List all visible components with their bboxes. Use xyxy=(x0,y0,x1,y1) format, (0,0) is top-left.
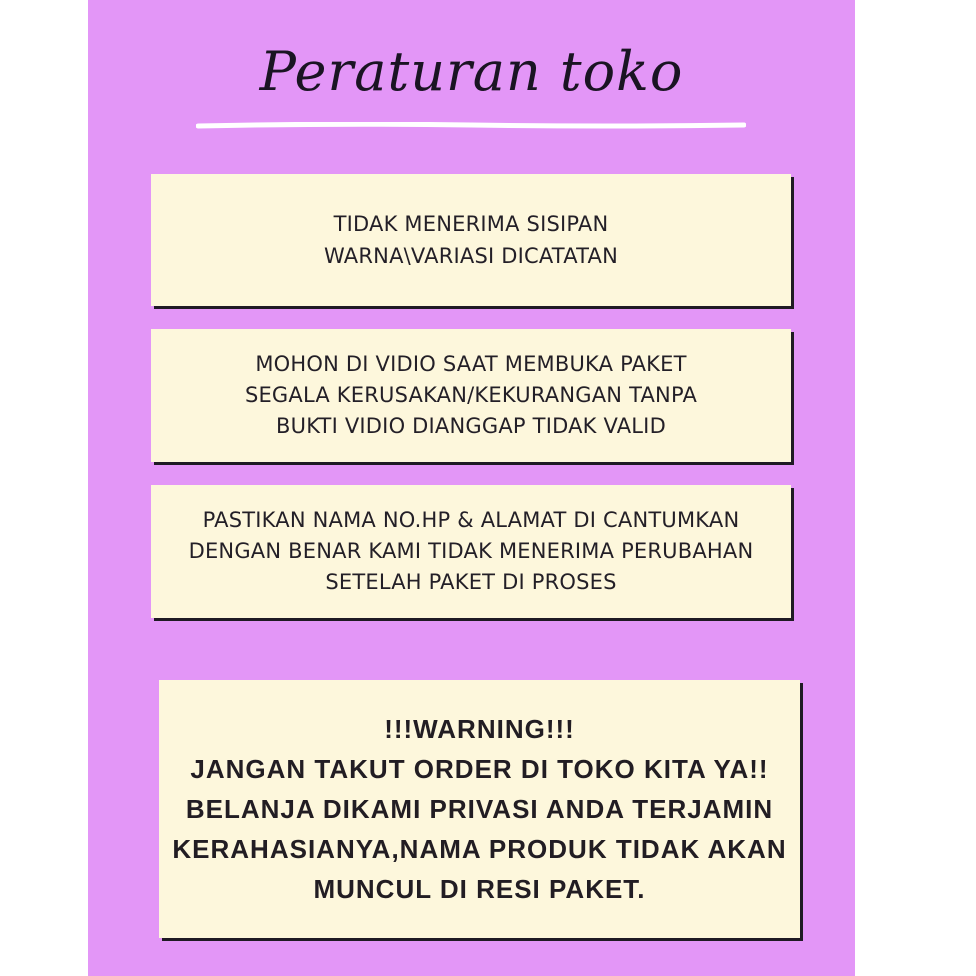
rule-1-line-2: WARNA\VARIASI DICATATAN xyxy=(323,244,619,268)
title-underline xyxy=(196,122,746,129)
rule-3-line-1: PASTIKAN NAMA NO.HP & ALAMAT DI CANTUMKAN xyxy=(202,508,740,532)
warning-line-1: JANGAN TAKUT ORDER DI TOKO KITA YA!! xyxy=(190,754,769,784)
rule-2-line-1: MOHON DI VIDIO SAAT MEMBUKA PAKET xyxy=(255,352,687,376)
page-title: Peraturan toko xyxy=(259,40,684,103)
warning-card xyxy=(159,680,800,938)
warning-heading: !!!WARNING!!! xyxy=(384,714,575,744)
rule-card-1 xyxy=(151,174,791,306)
rule-3-line-2: DENGAN BENAR KAMI TIDAK MENERIMA PERUBAHAN xyxy=(188,539,754,563)
rule-card-3 xyxy=(151,485,791,618)
rule-card-2 xyxy=(151,329,791,462)
warning-line-2: BELANJA DIKAMI PRIVASI ANDA TERJAMIN xyxy=(185,794,774,824)
rule-3-line-3: SETELAH PAKET DI PROSES xyxy=(325,570,617,594)
rule-2-line-2: SEGALA KERUSAKAN/KEKURANGAN TANPA xyxy=(244,383,698,407)
warning-line-3: KERAHASIANYA,NAMA PRODUK TIDAK AKAN xyxy=(172,834,787,864)
rule-2-line-3: BUKTI VIDIO DIANGGAP TIDAK VALID xyxy=(276,414,666,438)
warning-line-4: MUNCUL DI RESI PAKET. xyxy=(313,874,646,904)
rule-1-line-1: TIDAK MENERIMA SISIPAN xyxy=(333,212,609,236)
